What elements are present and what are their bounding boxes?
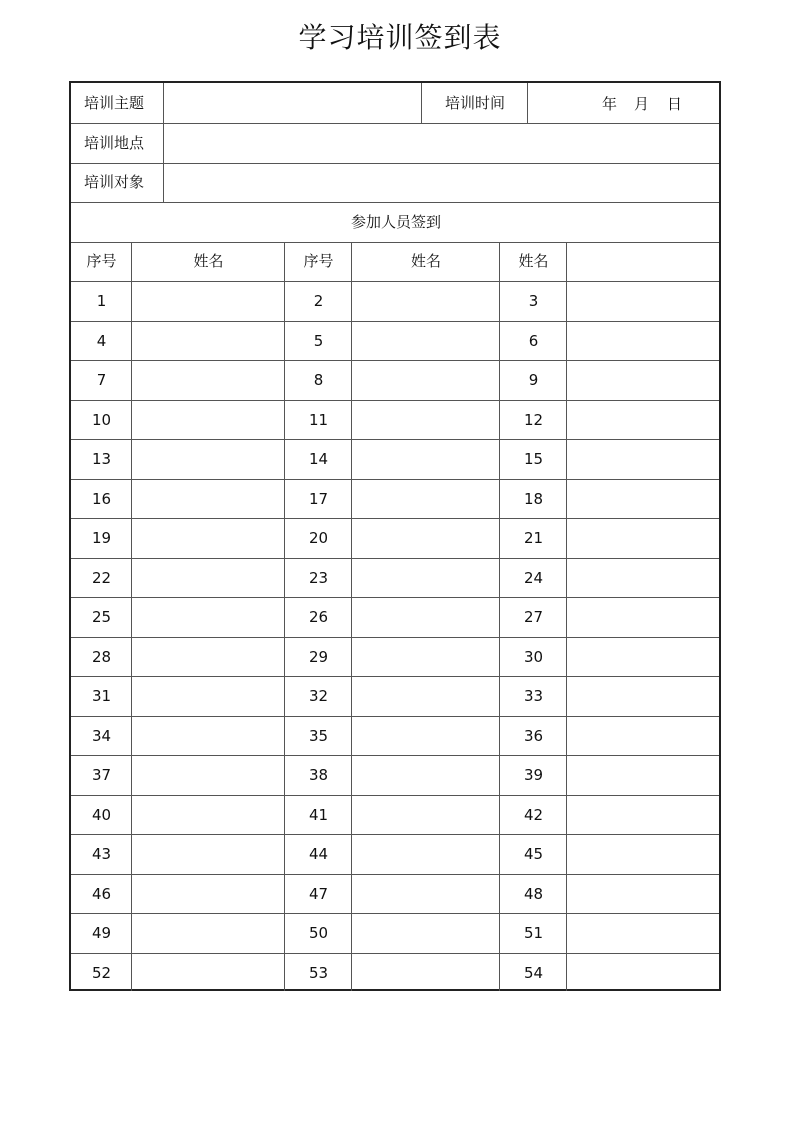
date-field[interactable] xyxy=(528,83,721,123)
name-field[interactable] xyxy=(352,755,500,795)
page-title: 学习培训签到表 xyxy=(298,21,502,54)
seq-cell: 13 xyxy=(91,449,112,468)
seq-cell: 53 xyxy=(308,963,329,982)
name-field[interactable] xyxy=(352,558,500,598)
name-field[interactable] xyxy=(352,874,500,914)
seq-cell: 34 xyxy=(91,726,112,745)
name-field[interactable] xyxy=(132,953,285,993)
name-field[interactable] xyxy=(352,834,500,874)
name-field[interactable] xyxy=(132,795,285,835)
seq-cell: 1 xyxy=(96,291,107,310)
name-field[interactable] xyxy=(567,518,721,558)
seq-cell: 5 xyxy=(313,331,324,350)
name-field[interactable] xyxy=(352,676,500,716)
seq-cell: 43 xyxy=(91,844,112,863)
name-field[interactable] xyxy=(132,439,285,479)
date-day: 日 xyxy=(667,94,683,113)
name-field[interactable] xyxy=(352,439,500,479)
seq-cell: 23 xyxy=(308,568,329,587)
name-field[interactable] xyxy=(352,913,500,953)
seq-cell: 15 xyxy=(523,449,544,468)
header-name-2: 姓名 xyxy=(410,252,441,270)
seq-cell: 12 xyxy=(523,410,544,429)
seq-cell: 10 xyxy=(91,410,112,429)
name-field[interactable] xyxy=(132,913,285,953)
name-field[interactable] xyxy=(567,755,721,795)
name-field[interactable] xyxy=(352,637,500,677)
seq-cell: 28 xyxy=(91,647,112,666)
seq-cell: 26 xyxy=(308,607,329,626)
name-field[interactable] xyxy=(132,755,285,795)
name-field[interactable] xyxy=(567,597,721,637)
name-field[interactable] xyxy=(567,439,721,479)
name-field[interactable] xyxy=(567,637,721,677)
header-seq-2: 序号 xyxy=(303,252,334,270)
seq-cell: 4 xyxy=(96,331,107,350)
seq-cell: 46 xyxy=(91,884,112,903)
name-field[interactable] xyxy=(132,834,285,874)
seq-cell: 3 xyxy=(528,291,539,310)
topic-label: 培训主题 xyxy=(84,93,145,112)
topic-field[interactable] xyxy=(164,83,422,123)
seq-cell: 17 xyxy=(308,489,329,508)
seq-cell: 49 xyxy=(91,923,112,942)
seq-cell: 54 xyxy=(523,963,544,982)
seq-cell: 41 xyxy=(308,805,329,824)
seq-cell: 39 xyxy=(523,765,544,784)
seq-cell: 37 xyxy=(91,765,112,784)
signin-table xyxy=(69,81,721,991)
name-field[interactable] xyxy=(352,321,500,361)
seq-cell: 35 xyxy=(308,726,329,745)
seq-cell: 21 xyxy=(523,528,544,547)
seq-cell: 18 xyxy=(523,489,544,508)
header-blank xyxy=(567,242,721,281)
name-field[interactable] xyxy=(567,795,721,835)
audience-field[interactable] xyxy=(164,163,721,202)
seq-cell: 52 xyxy=(91,963,112,982)
name-field[interactable] xyxy=(352,479,500,519)
seq-cell: 27 xyxy=(523,607,544,626)
name-field[interactable] xyxy=(352,953,500,993)
seq-cell: 7 xyxy=(96,370,107,389)
name-field[interactable] xyxy=(132,281,285,321)
name-field[interactable] xyxy=(352,360,500,400)
seq-cell: 20 xyxy=(308,528,329,547)
place-label: 培训地点 xyxy=(84,133,145,152)
seq-cell: 38 xyxy=(308,765,329,784)
seq-cell: 14 xyxy=(308,449,329,468)
seq-cell: 31 xyxy=(91,686,112,705)
name-field[interactable] xyxy=(352,716,500,756)
name-field[interactable] xyxy=(352,400,500,440)
seq-cell: 42 xyxy=(523,805,544,824)
name-field[interactable] xyxy=(352,795,500,835)
name-field[interactable] xyxy=(567,479,721,519)
seq-cell: 44 xyxy=(308,844,329,863)
seq-cell: 22 xyxy=(91,568,112,587)
seq-cell: 19 xyxy=(91,528,112,547)
name-field[interactable] xyxy=(567,913,721,953)
seq-cell: 29 xyxy=(308,647,329,666)
seq-cell: 30 xyxy=(523,647,544,666)
name-field[interactable] xyxy=(132,479,285,519)
seq-cell: 45 xyxy=(523,844,544,863)
seq-cell: 51 xyxy=(523,923,544,942)
place-field[interactable] xyxy=(164,123,721,163)
name-field[interactable] xyxy=(567,360,721,400)
header-name-3: 姓名 xyxy=(518,252,549,270)
seq-cell: 36 xyxy=(523,726,544,745)
name-field[interactable] xyxy=(132,518,285,558)
name-field[interactable] xyxy=(567,716,721,756)
time-label: 培训时间 xyxy=(444,93,505,112)
name-field[interactable] xyxy=(567,321,721,361)
seq-cell: 50 xyxy=(308,923,329,942)
name-field[interactable] xyxy=(132,637,285,677)
name-field[interactable] xyxy=(132,597,285,637)
seq-cell: 33 xyxy=(523,686,544,705)
seq-cell: 8 xyxy=(313,370,324,389)
seq-cell: 16 xyxy=(91,489,112,508)
name-field[interactable] xyxy=(352,281,500,321)
header-name-1: 姓名 xyxy=(193,252,224,270)
name-field[interactable] xyxy=(567,676,721,716)
name-field[interactable] xyxy=(352,518,500,558)
name-field[interactable] xyxy=(132,400,285,440)
name-field[interactable] xyxy=(132,676,285,716)
seq-cell: 24 xyxy=(523,568,544,587)
signin-title: 参加人员签到 xyxy=(350,212,441,231)
name-field[interactable] xyxy=(132,321,285,361)
seq-cell: 11 xyxy=(308,410,329,429)
seq-cell: 6 xyxy=(528,331,539,350)
seq-cell: 9 xyxy=(528,370,539,389)
seq-cell: 25 xyxy=(91,607,112,626)
name-field[interactable] xyxy=(567,834,721,874)
name-field[interactable] xyxy=(132,874,285,914)
name-field[interactable] xyxy=(567,400,721,440)
seq-cell: 48 xyxy=(523,884,544,903)
name-field[interactable] xyxy=(132,360,285,400)
seq-cell: 40 xyxy=(91,805,112,824)
name-field[interactable] xyxy=(567,281,721,321)
name-field[interactable] xyxy=(567,953,721,993)
name-field[interactable] xyxy=(132,558,285,598)
name-field[interactable] xyxy=(352,597,500,637)
date-month: 月 xyxy=(634,94,650,113)
date-year: 年 xyxy=(602,94,618,113)
name-field[interactable] xyxy=(567,874,721,914)
seq-cell: 32 xyxy=(308,686,329,705)
name-field[interactable] xyxy=(132,716,285,756)
seq-cell: 2 xyxy=(313,291,324,310)
audience-label: 培训对象 xyxy=(84,173,145,191)
header-seq-1: 序号 xyxy=(86,252,117,270)
seq-cell: 47 xyxy=(308,884,329,903)
name-field[interactable] xyxy=(567,558,721,598)
